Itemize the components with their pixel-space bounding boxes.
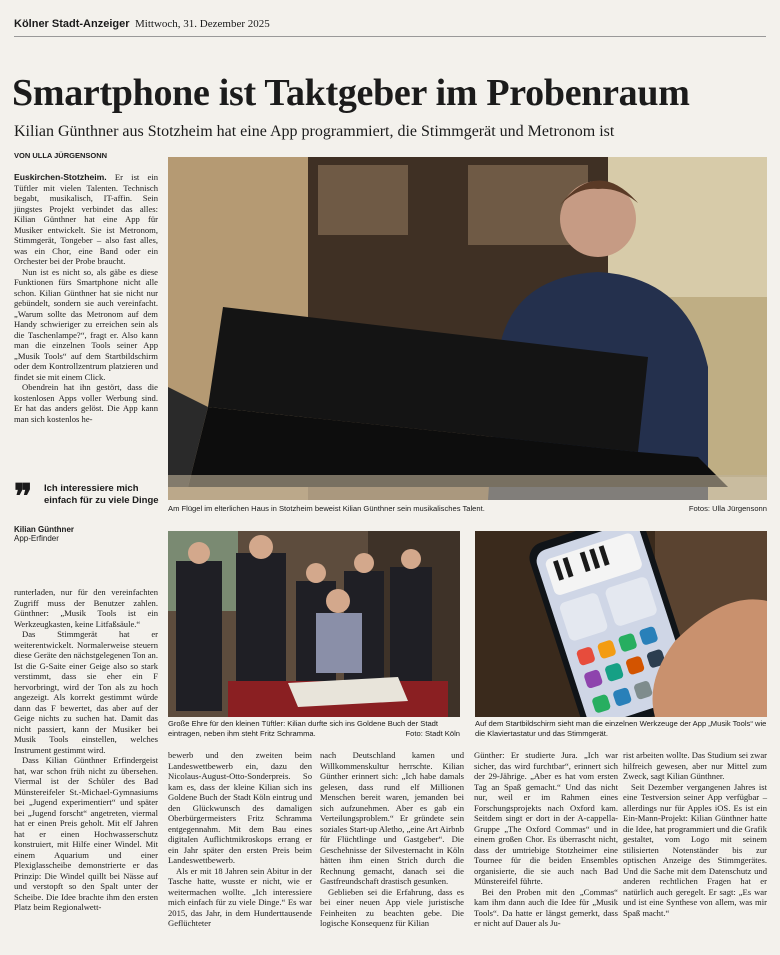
issue-date: Mittwoch, 31. Dezember 2025 [135,18,270,30]
caption-text: Am Flügel im elterlichen Haus in Stotzheim beweist Kilian Günthner sein musikalisches Talent. [168,504,485,513]
article-paragraph: nach Deutschland kamen und Willkommenskultur herrschte. Kilian Günther erinnert sich: „Ich habe damals gelesen, dass rund elf Millionen Menschen bereit waren, jemanden bei sich aufzunehmen. Aber es gab ein Verteilungsproblem.“ Er gründete sein soziales Start-up Aletho, „eine Art Airbnb für Flüchtlinge und Gastgeber“. Die Geschehnisse der Silvesternacht in Köln hätten ihm einen Strich durch die Rechnung gemacht, danach sei die Gastfreundschaft drastisch gesunken. [320,750,464,886]
photo-credit: Fotos: Ulla Jürgensonn [688,504,767,513]
quote-author-role: App-Erfinder [14,534,59,543]
pull-quote [14,479,162,543]
byline: VON ULLA JÜRGENSONN [14,151,108,160]
photo-golden-book-image [168,531,460,717]
photo-caption-smartphone: Auf dem Startbildschirm sieht man die einzelnen Werkzeuge der App „Musik Tools“ wie die Klaviertastatur und das Stimmgerät. [475,719,767,738]
article-paragraph: runterladen, nur für den vereinfachten Zugriff muss der Benutzer zahlen. Günthner: „Musik Tools ist ein Werkzeugkasten, keine Litfaßsäule.“ [14,587,158,629]
subheadline: Kilian Günthner aus Stotzheim hat eine App programmiert, die Stimmgerät und Metronom ist [14,123,615,140]
article-column-5 [623,750,767,918]
article-paragraph: Obendrein hat ihn gestört, dass die kostenlosen Apps voller Werbung sind. Er hat das anders gelöst. Die App kann man sich kostenlos he- [14,382,158,424]
quote-text: Ich interessiere mich einfach für zu viele Dinge [44,483,159,506]
article-paragraph: rist arbeiten wollte. Das Studium sei zwar hilfreich gewesen, aber nur Mittel zum Zweck, sagt Kilian Günthner. [623,750,767,781]
article-paragraph: bewerb und den zweiten beim Landeswettbewerb ein, dazu den Nicolaus-August-Otto-Sonderpreis. So kam es, dass der kleine Kilian sich ins Goldene Buch der Stadt Köln eintrug und den Glückwunsch des damaligen Oberbürgermeisters Fritz Schramma entgegennahm. Mit dem Bau eines digitalen Auflichtmikroskops errang er ein Jahr später den ersten Preis beim Landeswettbewerb. [168,750,312,865]
photo-smartphone [475,531,767,717]
article-paragraph: Euskirchen-Stotzheim. Er ist ein Tüftler mit vielen Talenten. Technisch begabt, musikalisch, IT-affin. Sein jüngstes Projekt verbindet das alles: Kilian Günthner hat eine App für Musiker entwickelt. Sie ist Metronom, Stimmgerät, Tongeber – also fast alles, was ein Chor, eine Band oder ein Orchester bei der Probe braucht. [14,172,159,266]
article-paragraph: Dass Kilian Günthner Erfindergeist hat, war schon früh nicht zu übersehen. Viermal ist der Schüler des Bad Münstereifeler St.-Michael-Gymnasiums bei „Jugend experimentiert“ und später bei „Jugend forscht“ angetreten, viermal hat er einen Preis geholt. Mit elf Jahren hat er einen Hochwasserschutz konstruiert, mit Hilfe einer Windel. Mit einem Aquarium und einer Plexiglasscheibe demonstrierte er das Prinzip: Die Windel quillt bei Nässe auf und verstopft so den Spalt unter der Scheibe. Die Idee brachte ihm den ersten Platz beim Regionalwett- [14,755,158,912]
article-paragraph: Das Stimmgerät hat er weiterentwickelt. Normalerweise steuern diese Geräte den nächstgelegenen Ton an. Ist die G-Saite einer Geige also so stark verstimmt, dass sie eher ein F hervorbringt, wird der Ton als zu hoch angezeigt. Als korrekt gestimmt würde dann das F bewertet, das aber auf der Geige nichts zu suchen hat. Damit das nicht passiert, kann der Musiker bei Musik Tools einstellen, welches Instrument gestimmt wird. [14,629,158,755]
photo-golden-book [168,531,460,717]
article-paragraph: Nun ist es nicht so, als gäbe es diese Funktionen fürs Smartphone nicht alle schon. Kilian Günthner hat sie nicht nur gebündelt, sondern sie auch vereinfacht. „Warum sollte das Metronom auf dem Handy schwieriger zu erreichen sein als die Taschenlampe?“, fragt er. Also kann man die einzelnen Tools seiner App „Musik Tools“ auf dem Startbildschirm oder dem Kontrollzentrum platzieren und findet sie mit einem Click. [14,266,158,382]
article-column-3 [320,750,464,929]
article-paragraph: Seit Dezember vergangenen Jahres ist eine Testversion seiner App verfügbar – allerdings nur für Apples iOS. Es ist ein Ein-Mann-Projekt: Kilian Günthner hatte die Idee, hat programmiert und die Grafik gestaltet, vom Logo mit seinem stilisierten Notenständer bis zur optischen Anzeige des Stimmgerätes. Und die Sache mit dem Datenschutz und anderen rechtlichen Fragen hat er natürlich auch geregelt. Er sagt: „Es war und ist eine Synthese von allem, was mir Spaß macht.“ [623,781,767,918]
article-column-2 [168,750,312,929]
quote-author: Kilian Günthner [14,525,74,534]
article-paragraph: Günther: Er studierte Jura. „Ich war sicher, das wird furchtbar“, erinnert sich der 29-Jährige. „Aber es hat vom ersten Tag an Spaß gemacht.“ Und das nicht nur, weil er im Rahmen eines Forschungsprojekts nach Oxford kam. Seitdem singt er dort in der A-cappella-Gruppe „The Oxford Commas“ und in einem großen Chor. Es überrascht nicht, dass der umtriebige Stotzheimer eine Tournee für die beiden Ensembles organisierte, die sie auch nach Bad Münstereifel führte. [474,750,618,886]
quote-mark-icon: ❞ [14,479,33,516]
headline: Smartphone ist Taktgeber im Probenraum [12,72,690,114]
newspaper-name: Kölner Stadt-Anzeiger [14,18,130,30]
article-paragraph: Geblieben sei die Erfahrung, dass es bei einer neuen App viele juristische Feinheiten zu beachten gebe. Die logische Konsequenz für Kilian [320,886,464,928]
article-lead-column [14,172,158,424]
photo-caption-golden-book [168,719,460,739]
article-column-1 [14,587,158,913]
article-column-4 [474,750,618,929]
article-paragraph: Als er mit 18 Jahren sein Abitur in der Tasche hatte, wusste er nicht, wie er weitermachen wollte. „Ich interessiere mich einfach für zu viele Dinge.“ Es war 2015, das Jahr, in dem Hunderttausende Geflüchteter [168,865,312,928]
photo-piano [168,157,767,500]
caption-text: Große Ehre für den kleinen Tüftler: Kilian durfte sich ins Goldene Buch der Stadt eintragen, neben ihm steht Fritz Schramma. [168,719,439,738]
dateline: Euskirchen-Stotzheim. [14,172,107,182]
photo-caption-main [168,504,767,514]
photo-smartphone-image [475,531,767,717]
article-paragraph: Bei den Proben mit den „Commas“ kam ihm dann auch die Idee für „Musik Tools“. Da hatte er längst gemerkt, dass er nicht auf Dauer als Ju- [474,886,618,928]
masthead [14,18,766,37]
photo-piano-image [168,157,767,500]
photo-credit: Foto: Stadt Köln [405,729,460,738]
